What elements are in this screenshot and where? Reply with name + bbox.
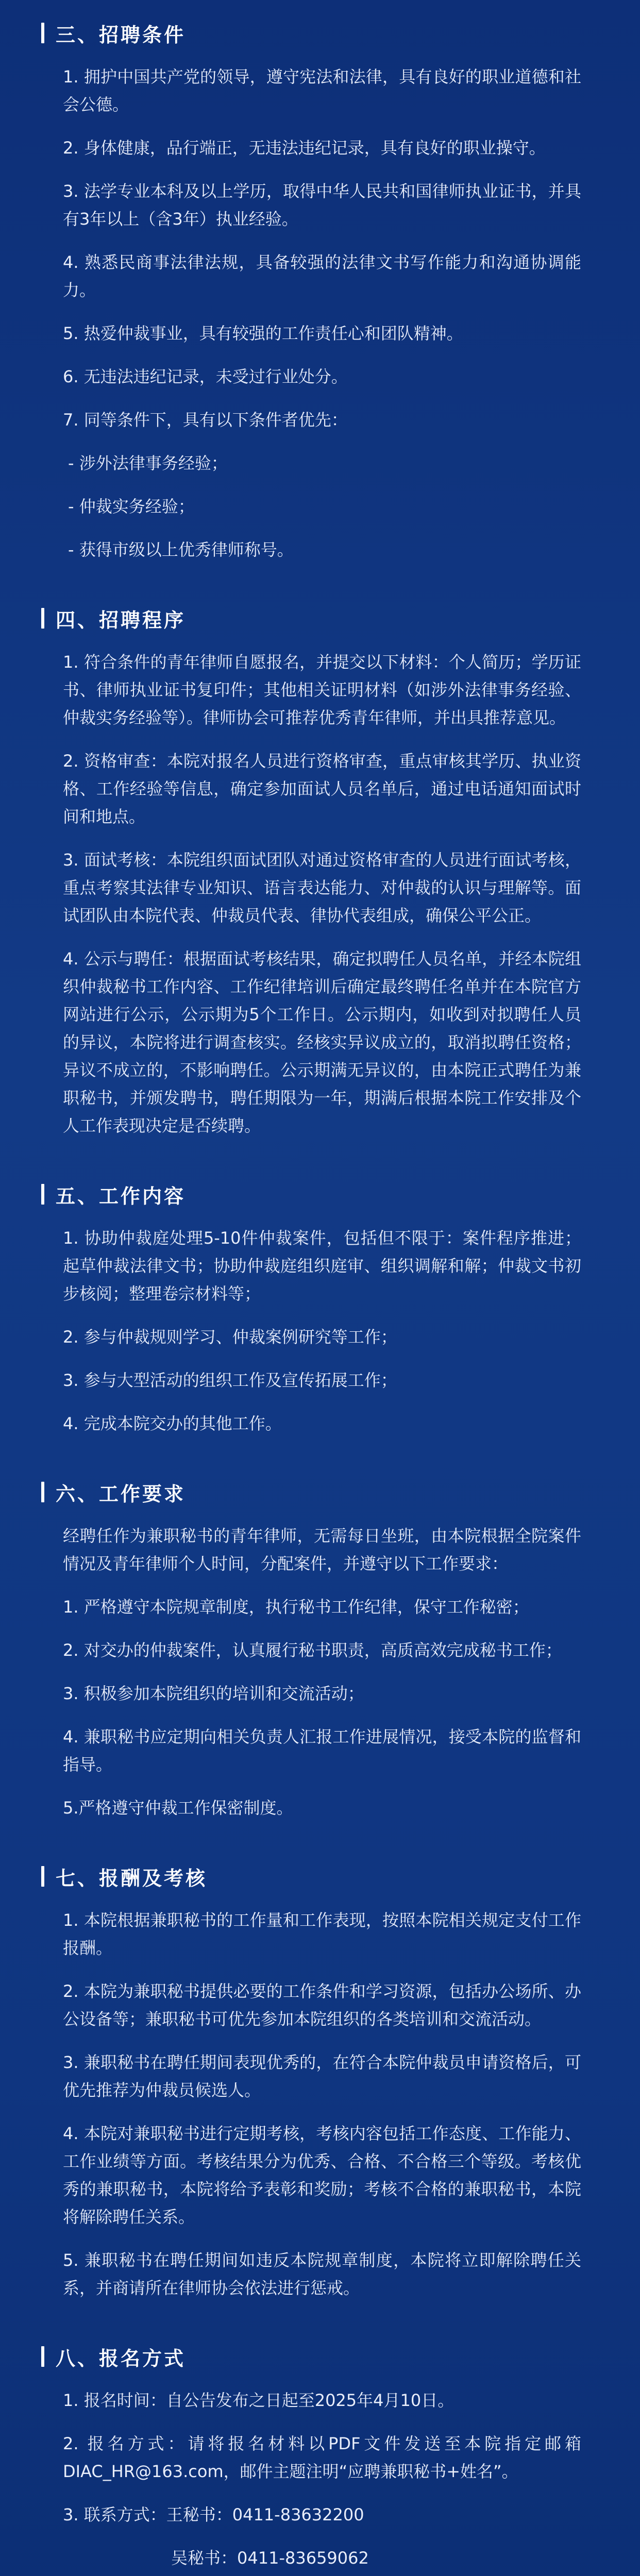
list-item: 5.严格遵守仲裁工作保密制度。 (63, 1798, 293, 1818)
title-bar-decoration (41, 608, 44, 629)
section-title-compensation: 七、报酬及考核 (0, 1858, 640, 1895)
list-item: 4. 兼职秘书应定期向相关负责人汇报工作进展情况，接受本院的监督和指导。 (63, 1727, 581, 1774)
list-item: 1. 拥护中国共产党的领导，遵守宪法和法律，具有良好的职业道德和社会公德。 (63, 67, 581, 114)
section-title-application: 八、报名方式 (0, 2338, 640, 2375)
list-item: 1. 符合条件的青年律师自愿报名，并提交以下材料：个人简历；学历证书、律师执业证书复印件；其他相关证明材料（如涉外法律事务经验、仲裁实务经验等）。律师协会可推荐优秀青年律师，并出具推荐意见。 (63, 652, 581, 727)
title-bar-decoration (41, 1482, 44, 1502)
list-item: 2. 本院为兼职秘书提供必要的工作条件和学习资源，包括办公场所、办公设备等；兼职秘书可优先参加本院组织的各类培训和交流活动。 (63, 1981, 581, 2029)
list-item: 2. 参与仲裁规则学习、仲裁案例研究等工作； (63, 1327, 397, 1347)
list-item: 2. 报名方式：请将报名材料以PDF文件发送至本院指定邮箱DIAC_HR@163.com，邮件主题注明“应聘兼职秘书+姓名”。 (63, 2434, 581, 2481)
title-bar-decoration (41, 1866, 44, 1887)
list-item: 1. 严格遵守本院规章制度，执行秘书工作纪律，保守工作秘密； (63, 1597, 529, 1617)
list-item: 2. 身体健康，品行端正，无违法违纪记录，具有良好的职业操守。 (63, 138, 546, 158)
intro-paragraph: 经聘任作为兼职秘书的青年律师，无需每日坐班，由本院根据全院案件情况及青年律师个人时间，分配案件，并遵守以下工作要求： (63, 1526, 581, 1573)
list-item: 3. 面试考核：本院组织面试团队对通过资格审查的人员进行面试考核，重点考察其法律专业知识、语言表达能力、对仲裁的认识与理解等。面试团队由本院代表、仲裁员代表、律协代表组成，确保公平公正。 (63, 850, 581, 925)
contact-row (0, 2544, 640, 2572)
list-item: 4. 本院对兼职秘书进行定期考核，考核内容包括工作态度、工作能力、工作业绩等方面。考核结果分为优秀、合格、不合格三个等级。考核优秀的兼职秘书，本院将给予表彰和奖励；考核不合格的兼职秘书，本院将解除聘任关系。 (63, 2124, 581, 2227)
contact-phone-2: 吴秘书：0411-83659062 (171, 2548, 369, 2568)
contact-row (0, 2501, 640, 2529)
section-title-conditions: 三、招聘条件 (0, 14, 640, 52)
title-bar-decoration (41, 2346, 44, 2367)
list-item: 3. 法学专业本科及以上学历，取得中华人民共和国律师执业证书，并具有3年以上（含3年）执业经验。 (63, 181, 581, 229)
list-item: 7. 同等条件下，具有以下条件者优先： (63, 410, 348, 430)
section-title-procedure: 四、招聘程序 (0, 600, 640, 637)
sub-list-item: - 获得市级以上优秀律师称号。 (68, 540, 294, 560)
list-item: 5. 热爱仲裁事业，具有较强的工作责任心和团队精神。 (63, 324, 463, 343)
sub-list-item: - 涉外法律事务经验； (68, 453, 228, 473)
list-item: 1. 本院根据兼职秘书的工作量和工作表现，按照本院相关规定支付工作报酬。 (63, 1910, 581, 1958)
sub-list-item: - 仲裁实务经验； (68, 497, 195, 516)
section-title-job-content: 五、工作内容 (0, 1176, 640, 1213)
list-item: 3. 积极参加本院组织的培训和交流活动； (63, 1684, 364, 1703)
contact-phone-1: 王秘书：0411-83632200 (166, 2505, 364, 2524)
list-item: 3. 兼职秘书在聘任期间表现优秀的，在符合本院仲裁员申请资格后，可优先推荐为仲裁员候选人。 (63, 2053, 581, 2100)
list-item: 5. 兼职秘书在聘任期间如违反本院规章制度，本院将立即解除聘任关系，并商请所在律师协会依法进行惩戒。 (63, 2250, 581, 2298)
list-item: 4. 熟悉民商事法律法规，具备较强的法律文书写作能力和沟通协调能力。 (63, 252, 581, 300)
section-title-requirements: 六、工作要求 (0, 1473, 640, 1511)
list-item: 2. 资格审查：本院对报名人员进行资格审查，重点审核其学历、执业资格、工作经验等信息，确定参加面试人员名单后，通过电话通知面试时间和地点。 (63, 751, 581, 826)
title-bar-decoration (41, 1184, 44, 1205)
list-item: 1. 协助仲裁庭处理5-10件仲裁案件，包括但不限于：案件程序推进；起草仲裁法律文书；协助仲裁庭组织庭审、组织调解和解；仲裁文书初步核阅；整理卷宗材料等； (63, 1228, 581, 1303)
list-item: 6. 无违法违纪记录，未受过行业处分。 (63, 367, 348, 386)
list-item: 3. 参与大型活动的组织工作及宣传拓展工作； (63, 1370, 397, 1390)
list-item: 4. 完成本院交办的其他工作。 (63, 1414, 282, 1433)
list-item: 1. 报名时间：自公告发布之日起至2025年4月10日。 (63, 2391, 454, 2410)
contact-label: 3. 联系方式： (63, 2505, 166, 2524)
title-bar-decoration (41, 23, 44, 43)
list-item: 4. 公示与聘任：根据面试考核结果，确定拟聘任人员名单，并经本院组织仲裁秘书工作内容、工作纪律培训后确定最终聘任名单并在本院官方网站进行公示，公示期为5个工作日。公示期内，如收到对拟聘任人员的异议，本院将进行调查核实。经核实异议成立的，取消拟聘任资格；异议不成立的，不影响聘任。公示期满无异议的，由本院正式聘任为兼职秘书，并颁发聘书，聘任期限为一年，期满后根据本院工作安排及个人工作表现决定是否续聘。 (63, 949, 581, 1136)
list-item: 2. 对交办的仲裁案件，认真履行秘书职责，高质高效完成秘书工作； (63, 1640, 562, 1660)
